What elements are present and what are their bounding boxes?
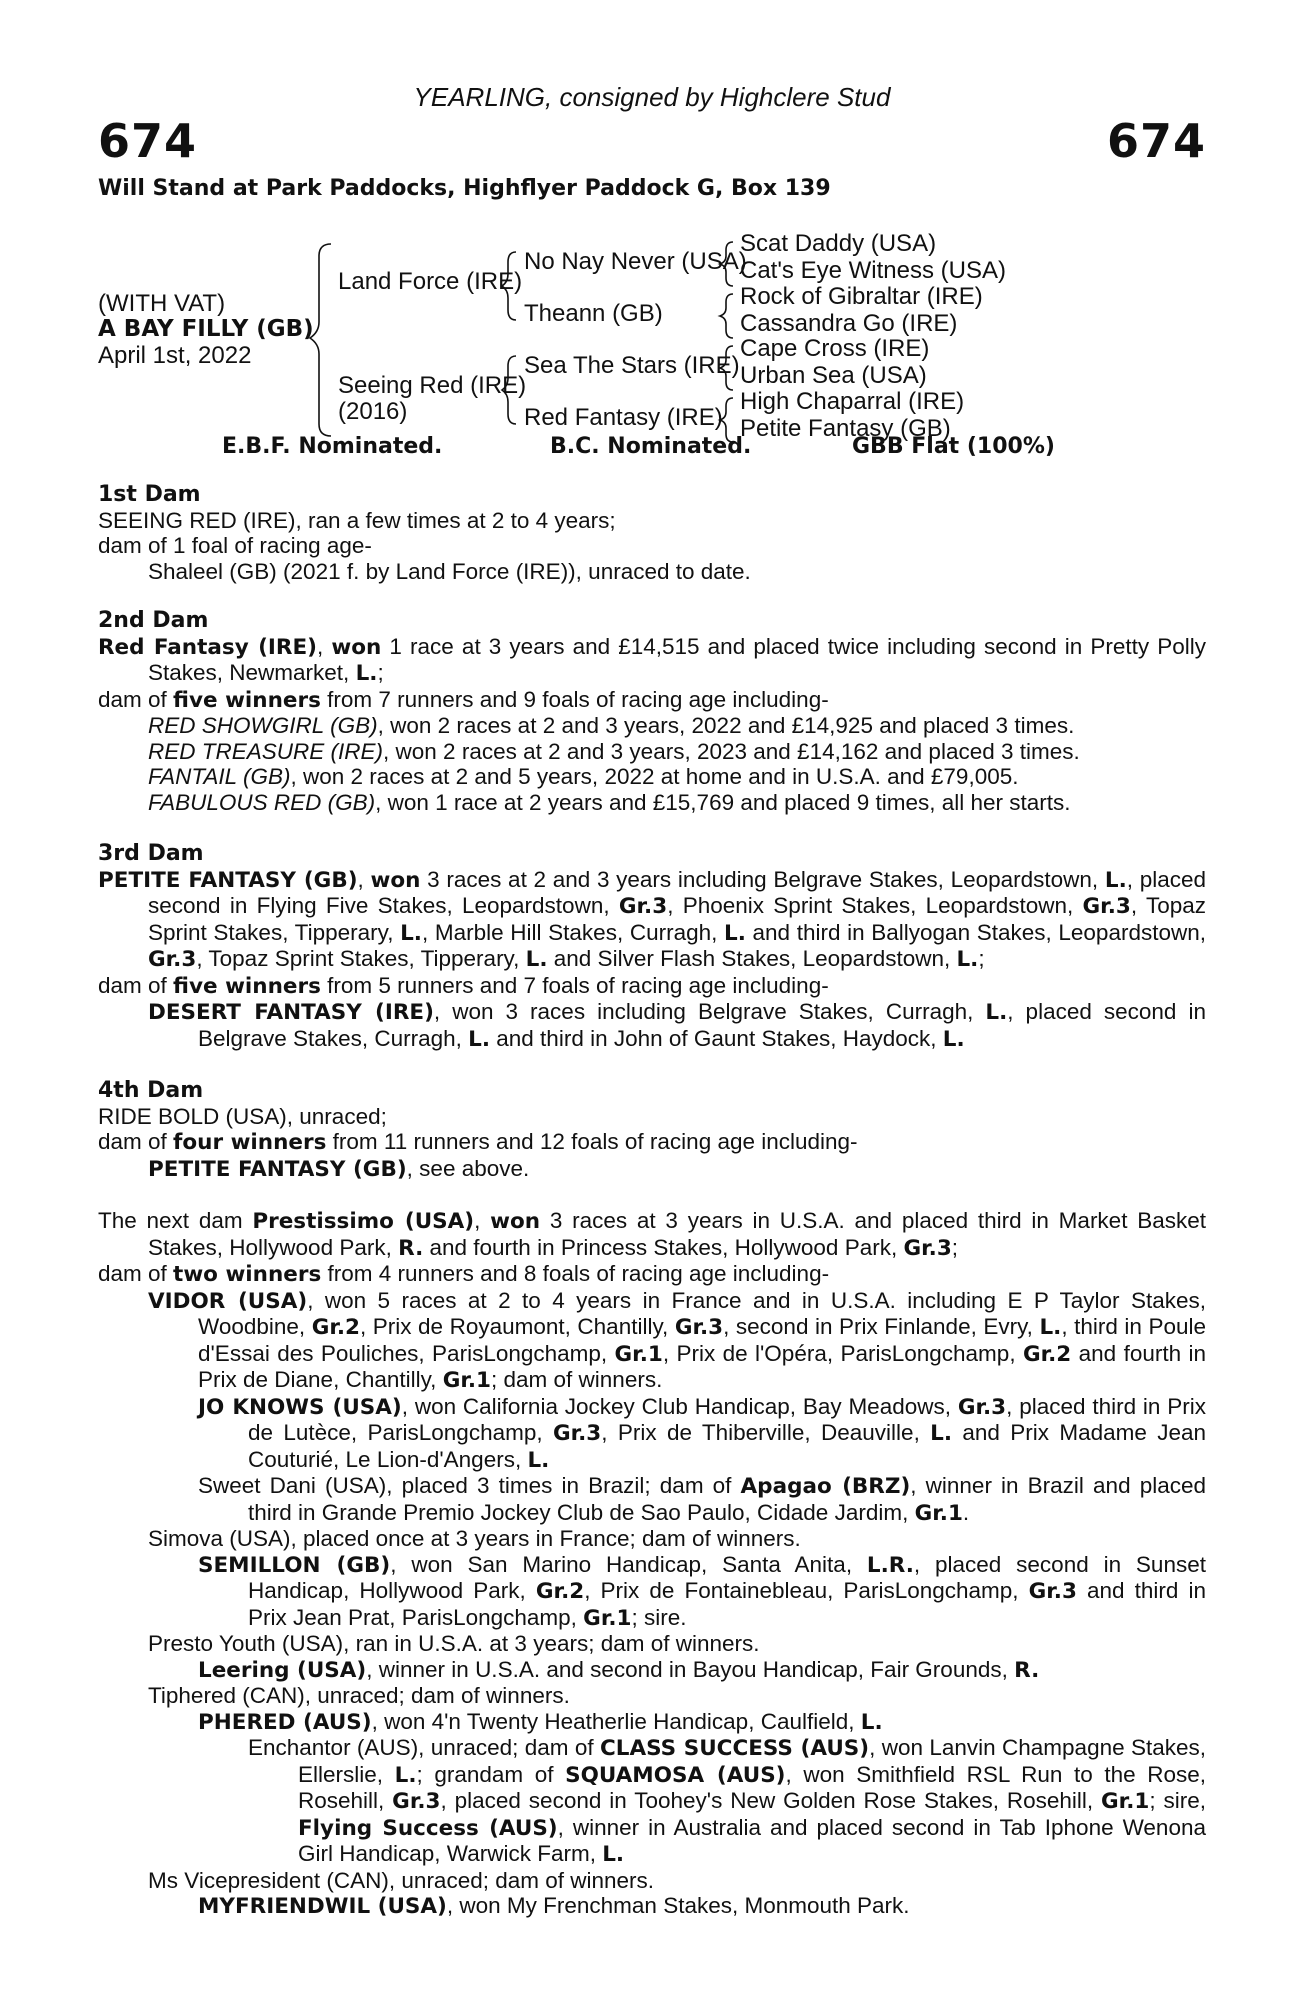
produce-entry [98,1893,1206,1920]
produce-entry: Ms Vicepresident (CAN), unraced; dam of winners. [148,1867,655,1893]
gbb-eligibility: GBB Flat (100%) [852,434,1055,459]
gen3-5: Cape Cross (IRE) [740,335,930,362]
record-text: 3 races at 3 years in U.S.A. and placed third in Market Basket Stakes, Hollywood Park, [148,1208,1206,1260]
record-text: and third in Prix Jean Prat, ParisLongchamp, [248,1578,1207,1630]
gen3-7: High Chaparral (IRE) [740,388,965,415]
record-text: , won San Marino Handicap, Santa Anita, [390,1551,867,1577]
produce-name: FANTAIL (GB) [148,764,291,789]
third-dam-section [98,841,1206,1052]
grade-label: L. [1039,1315,1062,1340]
record-text: and fourth in Princess Stakes, Hollywood Park, [423,1234,904,1260]
grade-label: R. [1014,1657,1040,1683]
third-dam-record: PETITE FANTASY (GB), won 3 races at 2 and 3 years including Belgrave Stakes, Leopardstown, L., placed second in Flying Five Stakes, Leopardstown, Gr.3, Phoenix Sprint Stakes, Leopardstown, Gr.3, Topaz Sprint Stakes, Tipperary, L., Marble Hill Stakes, Curragh, L. and third in Ballyogan Stakes, Leopardstown, Gr.3, Topaz Sprint Stakes, Tipperary, L. and Silver Flash Stakes, Leopardstown, L.; [98,866,1207,972]
winners-count: four winners [173,1130,327,1155]
gen3-4: Cassandra Go (IRE) [740,310,958,337]
sire-name: Land Force (IRE) [338,268,523,295]
sire-dam: Theann (GB) [524,300,663,327]
record-text: , winner in Australia and placed second in Tab Iphone Wenona Girl Handicap, Warwick Farm, [298,1814,1206,1866]
grade-label: Gr.3 [392,1789,441,1814]
record-text: , won Lanvin Champagne Stakes, Ellerslie, [298,1735,1207,1787]
grade-label: Gr.3 [1028,1579,1077,1604]
record-text: , third in Poule d'Essai des Pouliches, ParisLongchamp, [198,1314,1206,1366]
record-text: , Prix de Fontainebleau, ParisLongchamp, [584,1578,1029,1603]
winners-count: two winners [173,1262,322,1287]
next-dam-section [98,1208,1206,1920]
produce-entry [98,1288,1206,1394]
won-label: won [331,634,382,660]
produce-name: SQUAMOSA (AUS) [565,1762,786,1788]
record-text: dam of [98,1129,174,1154]
produce-entry [98,1735,1206,1868]
record-text: , won California Jockey Club Handicap, Bay Meadows, [401,1393,958,1419]
grade-label: Gr.3 [674,1315,724,1340]
second-dam-heading: 2nd Dam [98,608,209,633]
third-dam-name: PETITE FANTASY (GB) [98,867,358,893]
record-text: dam of [98,972,174,998]
won-label: won [370,867,421,893]
horse-name: A BAY FILLY (GB) [98,316,314,342]
produce-name: PHERED (AUS) [198,1709,372,1735]
first-dam-heading: 1st Dam [98,482,201,507]
ebf-nomination: E.B.F. Nominated. [222,434,443,459]
produce-entry [98,1552,1206,1632]
record-text: , won 2 races at 2 and 3 years, 2022 and £14,925 and placed 3 times. [377,713,1075,738]
record-text: , won 5 races at 2 to 4 years in France and in U.S.A. including E P Taylor Stakes, Woodbine, [198,1287,1206,1339]
grade-label: Gr.2 [311,1315,360,1340]
winners-count: five winners [173,687,321,713]
grade-label: L. [602,1842,625,1867]
record-text: , placed second in Toohey's New Golden Rose Stakes, Rosehill, [440,1788,1102,1813]
record-text: , won 2 races at 2 and 3 years, 2023 and £14,162 and placed 3 times. [383,738,1080,764]
record-text: 1 race at 3 years and £14,515 and placed twice including second in Pretty Polly Stakes, Newmarket, [148,633,1206,685]
next-dam-produce-intro [98,1261,1206,1288]
produce-name: RED SHOWGIRL (GB) [148,713,378,738]
grade-label: Gr.3 [957,1394,1007,1420]
next-dam-record: The next dam Prestissimo (USA), won 3 races at 3 years in U.S.A. and placed third in Market Basket Stakes, Hollywood Park, R. and fourth in Princess Stakes, Hollywood Park, Gr.3; [98,1208,1206,1261]
produce-entry: Simova (USA), placed once at 3 years in France; dam of winners. [148,1526,801,1551]
record-text: ; [377,660,384,685]
second-dam-produce-intro [98,687,1206,714]
foaling-date: April 1st, 2022 [98,342,252,369]
record-text: dam of [98,1261,174,1286]
grade-label: L. [956,947,979,972]
second-dam-name: Red Fantasy (IRE) [98,634,317,660]
produce-name: JO KNOWS (USA) [198,1394,402,1420]
record-text: and Silver Flash Stakes, Leopardstown, [547,946,957,971]
next-dam-name: Prestissimo (USA) [252,1209,475,1234]
record-text: , second in Prix Finlande, Evry, [723,1314,1040,1339]
produce-entry: Tiphered (CAN), unraced; dam of winners. [148,1683,570,1708]
produce-entry [98,1473,1206,1526]
record-text: , won 3 races including Belgrave Stakes, Curragh, [433,999,986,1024]
record-text: Enchantor (AUS), unraced; dam of [248,1735,600,1760]
fourth-dam-heading: 4th Dam [98,1078,204,1103]
record-text: ; sire. [631,1604,687,1630]
record-text: The next dam [98,1208,253,1233]
produce-entry [98,1657,1206,1684]
record-text: , Prix de l'Opéra, ParisLongchamp, [662,1340,1023,1366]
stand-location: Will Stand at Park Paddocks, Highflyer Paddock G, Box 139 [98,176,831,201]
won-label: won [490,1209,541,1234]
record-text: dam of [98,686,174,712]
grade-label: L. [1104,867,1127,893]
record-text: , placed third in Prix de Lutèce, ParisLongchamp, [248,1393,1206,1445]
dam-name: Seeing Red (IRE) [338,372,527,399]
third-dam-heading: 3rd Dam [98,841,204,866]
record-text: , Marble Hill Stakes, Curragh, [421,919,725,945]
first-dam-section [98,482,1206,584]
produce-name: SEMILLON (GB) [198,1552,391,1578]
record-text: and third in John of Gaunt Stakes, Haydock, [490,1025,943,1051]
record-text: , Prix de Royaumont, Chantilly, [360,1314,675,1339]
grade-label: Gr.1 [914,1500,963,1526]
record-text: from 7 runners and 9 foals of racing age including- [320,686,829,712]
grade-label: L. [525,947,548,972]
grade-label: L. [985,1000,1008,1025]
grade-label: L. [942,1026,965,1052]
record-text: , won 1 race at 2 years and £15,769 and placed 9 times, all her starts. [375,789,1071,815]
grade-label: Gr.1 [1101,1789,1150,1814]
record-text: , won 4'n Twenty Heatherlie Handicap, Caulfield, [371,1708,861,1734]
third-dam-produce-intro [98,973,1206,1000]
dam-dam: Red Fantasy (IRE) [524,404,723,431]
record-text: from 4 runners and 8 foals of racing age including- [321,1261,830,1286]
dam-year: (2016) [338,398,408,425]
gen3-8: Petite Fantasy (GB) [740,415,951,442]
record-text: and Prix Madame Jean Couturié, Le Lion-d'Angers, [248,1420,1207,1472]
record-text: ; [951,1234,959,1260]
record-text: , Topaz Sprint Stakes, Tipperary, [196,946,526,971]
record-text: Sweet Dani (USA), placed 3 times in Brazil; dam of [198,1473,741,1498]
grade-label: Gr.3 [903,1235,952,1261]
record-text: , placed second in Belgrave Stakes, Curragh, [198,999,1206,1051]
record-text: , placed second in Sunset Handicap, Hollywood Park, [248,1551,1206,1603]
record-text: ; grandam of [416,1761,566,1787]
gen3-2: Cat's Eye Witness (USA) [740,257,1006,284]
produce-name: CLASS SUCCESS (AUS) [600,1736,870,1761]
record-text: , placed second in Flying Five Stakes, Leopardstown, [148,866,1206,918]
grade-label: L. [468,1026,491,1052]
winners-count: five winners [173,973,321,999]
record-text: 3 races at 2 and 3 years including Belgrave Stakes, Leopardstown, [420,866,1105,892]
record-text: , won My Frenchman Stakes, Monmouth Park. [446,1893,910,1918]
grade-label: Gr.1 [442,1368,491,1393]
produce-entry [98,1156,1206,1183]
grade-label: L. [724,920,746,946]
second-dam-record: Red Fantasy (IRE), won 1 race at 3 years and £14,515 and placed twice including second in Pretty Polly Stakes, Newmarket, L.; [98,633,1206,686]
lot-number-left: 674 [98,114,198,168]
first-dam-produce: Shaleel (GB) (2021 f. by Land Force (IRE)), unraced to date. [148,558,751,584]
consignment-line: YEARLING, consigned by Highclere Stud [413,82,891,112]
catalogue-body [98,482,1206,1946]
fourth-dam-section [98,1078,1206,1182]
record-text: , Phoenix Sprint Stakes, Leopardstown, [667,893,1083,918]
grade-label: Gr.3 [618,894,668,919]
produce-entry [98,999,1206,1052]
grade-label: Gr.2 [1022,1341,1072,1367]
grade-label: L. [860,1709,883,1735]
grade-label: L. [394,1762,417,1788]
produce-entry [98,1709,1206,1736]
first-dam-line: SEEING RED (IRE), ran a few times at 2 to 4 years; [98,507,616,533]
record-text: , Topaz Sprint Stakes, Tipperary, [148,893,1207,945]
produce-entry [98,1394,1206,1474]
record-text: ; sire, [1149,1788,1206,1813]
grade-label: Gr.1 [614,1341,663,1367]
produce-entry [98,764,1206,790]
bc-nomination: B.C. Nominated. [550,434,752,459]
grade-label: Gr.3 [552,1421,602,1446]
produce-entry [98,713,1206,739]
record-text: ; [978,946,985,971]
record-text: . [962,1499,970,1525]
sire-sire: No Nay Never (USA) [524,248,747,275]
fourth-dam-produce-intro [98,1129,1206,1156]
produce-entry [98,790,1206,816]
grade-label: L. [930,1421,953,1446]
second-dam-section [98,608,1206,815]
record-text: and third in Ballyogan Stakes, Leopardstown, [745,919,1206,945]
record-text: ; dam of winners. [491,1367,663,1392]
gen3-3: Rock of Gibraltar (IRE) [740,283,983,310]
produce-name: Flying Success (AUS) [298,1815,558,1841]
grade-label: L. [400,920,422,946]
lot-number-right: 674 [1106,114,1206,168]
grade-label: Gr.3 [148,947,197,972]
record-text: , see above. [406,1155,530,1181]
fourth-dam-line: RIDE BOLD (USA), unraced; [98,1103,387,1129]
record-text: from 11 runners and 12 foals of racing age including- [326,1129,858,1154]
grade-label: R. [398,1235,424,1261]
grade-label: L. [355,661,378,686]
produce-name: RED TREASURE (IRE) [148,738,384,764]
record-text: , winner in Brazil and placed third in Grande Premio Jockey Club de Sao Paulo, Cidade Jardim, [248,1473,1206,1525]
dam-sire: Sea The Stars (IRE) [524,352,740,379]
record-text: , won 2 races at 2 and 5 years, 2022 at home and in U.S.A. and £79,005. [290,764,1019,789]
produce-name: DESERT FANTASY (IRE) [148,1000,434,1025]
grade-label: Gr.2 [535,1579,585,1604]
vat-note: (WITH VAT) [98,290,226,317]
produce-name: Apagao (BRZ) [740,1474,911,1499]
produce-name: MYFRIENDWIL (USA) [198,1894,447,1919]
gen3-6: Urban Sea (USA) [740,362,927,389]
grade-label: L.R. [866,1552,914,1578]
grade-label: L. [527,1447,550,1473]
grade-label: Gr.1 [583,1605,632,1631]
produce-name: FABULOUS RED (GB) [148,789,376,815]
gen3-1: Scat Daddy (USA) [740,230,937,257]
produce-entry [98,739,1206,765]
pedigree-table [98,204,1206,504]
first-dam-produce-intro: dam of 1 foal of racing age- [98,533,372,558]
produce-name: Leering (USA) [198,1657,367,1683]
record-text: from 5 runners and 7 foals of racing age including- [320,972,829,998]
grade-label: Gr.3 [1082,894,1131,919]
produce-entry: Presto Youth (USA), ran in U.S.A. at 3 years; dam of winners. [148,1631,760,1656]
record-text: , won Smithfield RSL Run to the Rose, Rosehill, [298,1761,1207,1813]
produce-name: VIDOR (USA) [148,1288,308,1314]
produce-name: PETITE FANTASY (GB) [148,1156,407,1182]
record-text: , winner in U.S.A. and second in Bayou Handicap, Fair Grounds, [366,1656,1015,1682]
record-text: , Prix de Thiberville, Deauville, [601,1420,931,1445]
record-text: and fourth in Prix de Diane, Chantilly, [198,1340,1206,1392]
